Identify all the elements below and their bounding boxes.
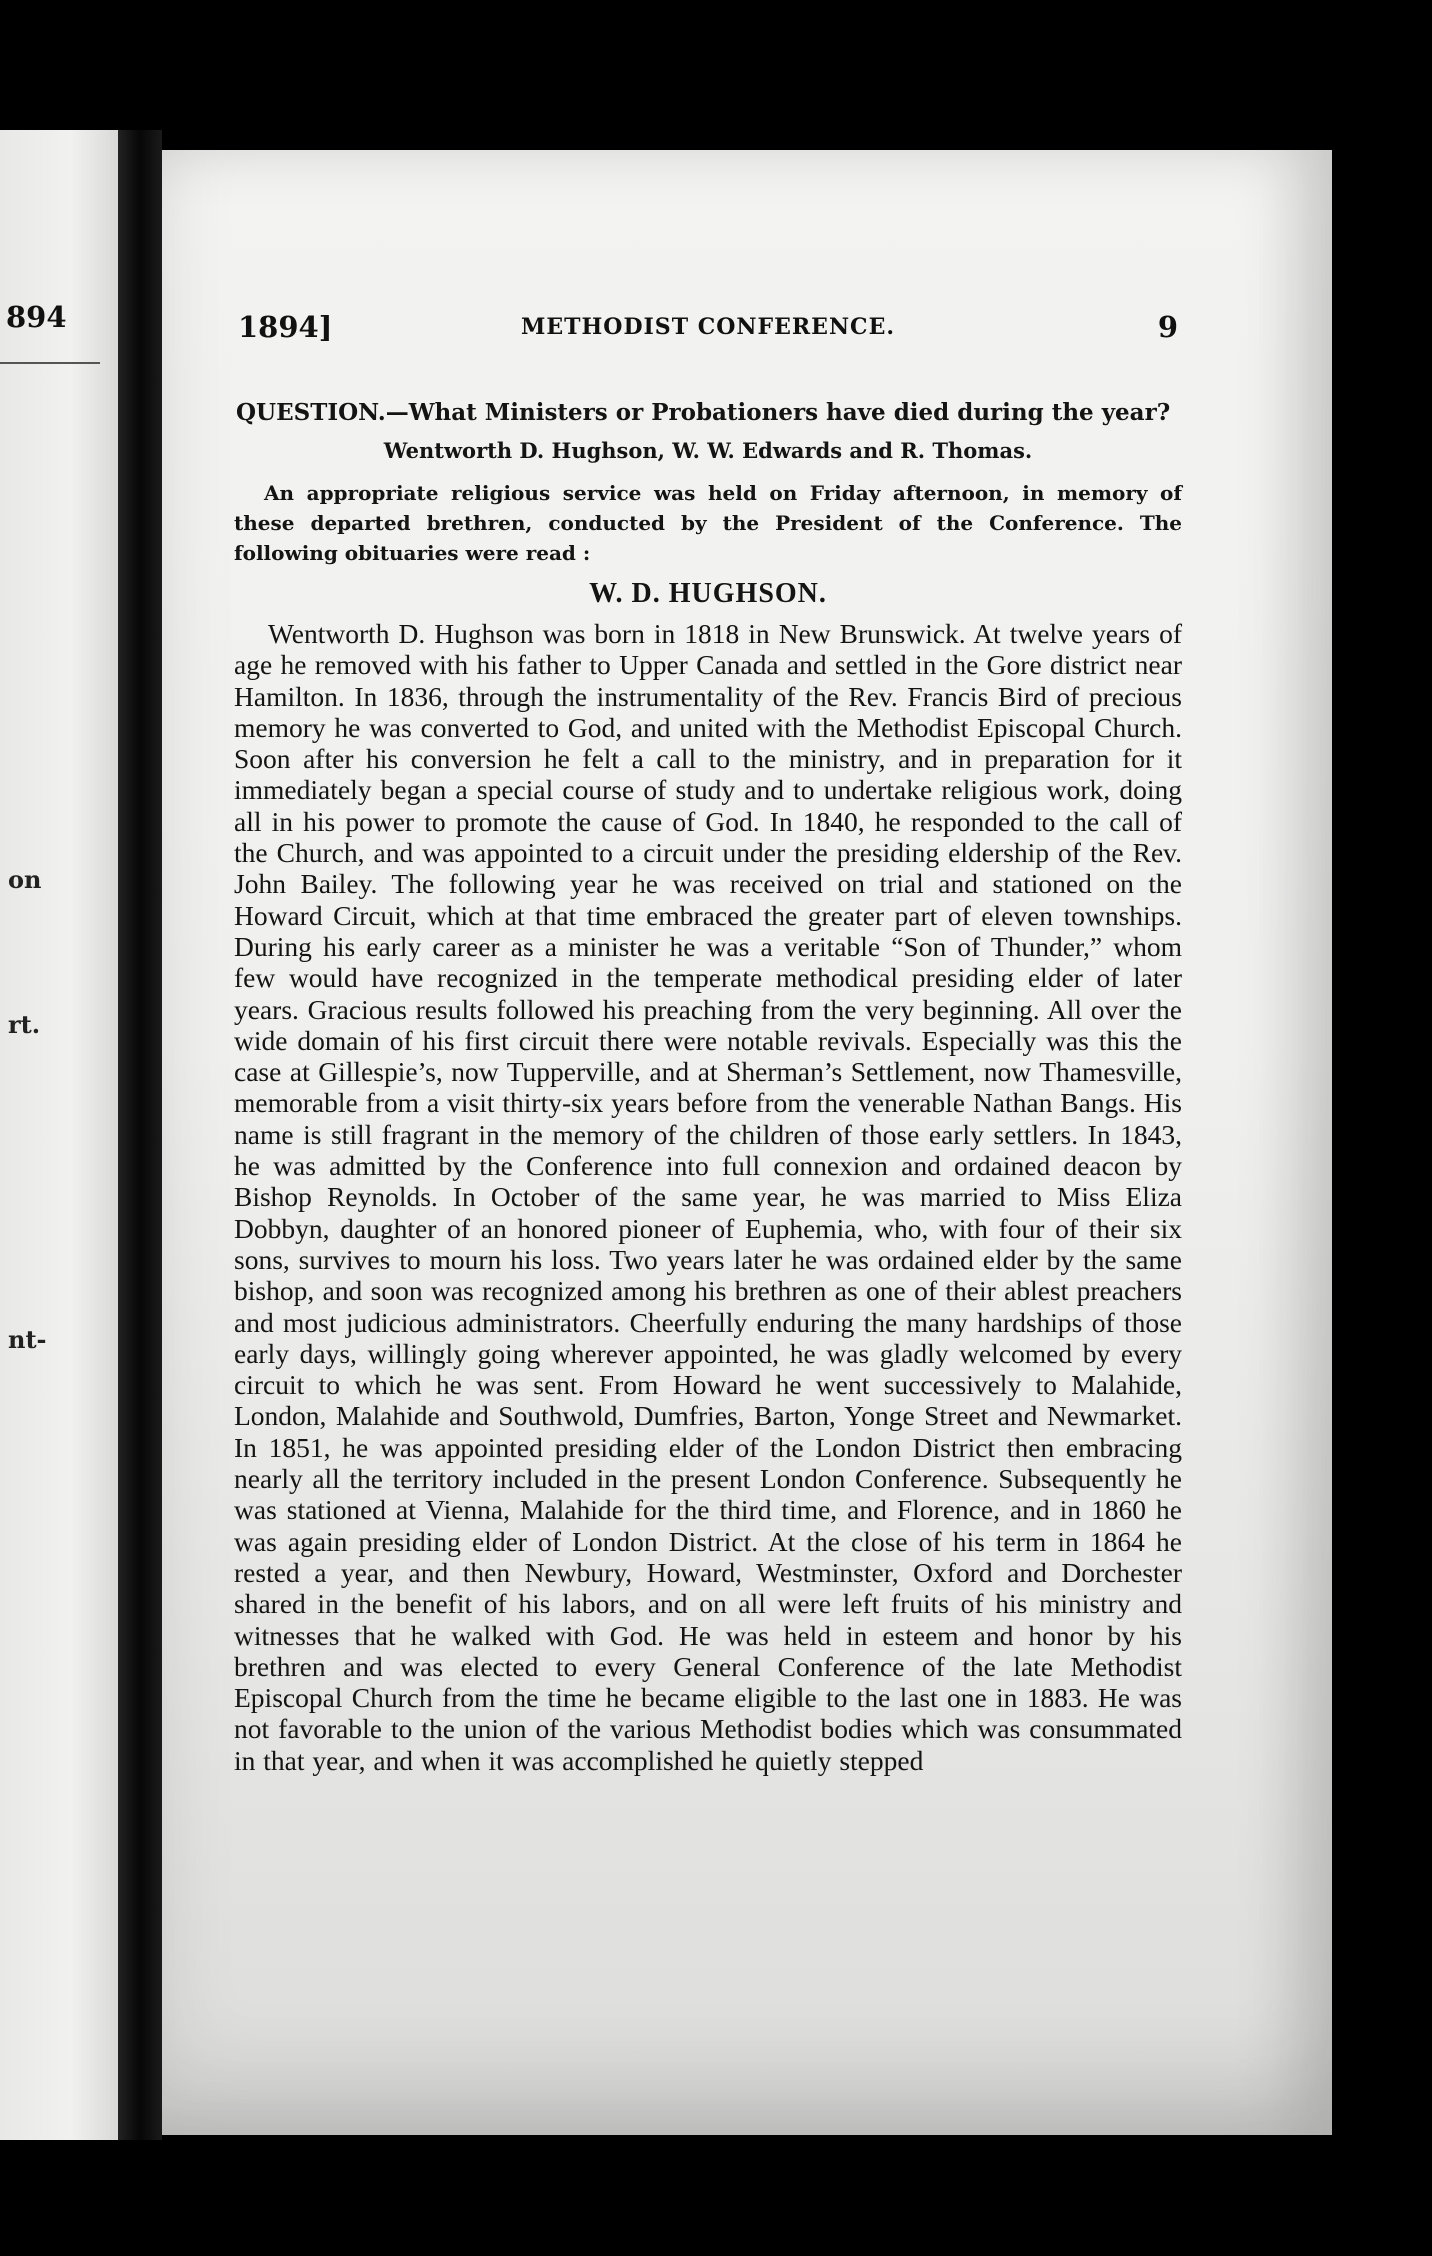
running-head-year: 1894] [238,310,333,344]
intro-paragraph: An appropriate religious service was held on Friday afternoon, in memory of these departed brethren, conducted by the President of the Conference. The following obituaries were read : [234,481,1182,565]
facing-page-rule [0,362,100,364]
facing-page-fragment [0,130,118,2140]
facing-page-margin-text: nt- [8,1325,47,1354]
facing-page-margin-text: on [8,865,42,894]
page-number: 9 [1157,310,1178,344]
question-answer-names: Wentworth D. Hughson, W. W. Edwards and R. Thomas. [383,438,1033,463]
facing-page-header: 894 [6,300,67,334]
question-heading: QUESTION.—What Ministers or Probationers have died during the year? [236,399,1171,426]
running-head-title: METHODIST CONFERENCE. [521,314,895,340]
document-page [162,150,1332,2135]
book-gutter [118,130,162,2140]
obituary-body: Wentworth D. Hughson was born in 1818 in New Brunswick. At twelve years of age he removed with his father to Upper Canada and settled in the Gore district near Hamilton. In 1836, through the instrumentality of the Rev. Francis Bird of precious memory he was converted to God, and united with the Methodist Episcopal Church. Soon after his conversion he felt a call to the ministry, and in preparation for it immediately began a special course of study and to undertake religious work, doing all in his power to promote the cause of God. In 1840, he responded to the call of the Church, and was appointed to a circuit under the presiding eldership of the Rev. John Bailey. The following year he was received on trial and stationed on the Howard Circuit, which at that time embraced the greater part of eleven townships. During his early career as a minister he was a veritable “Son of Thunder,” whom few would have recognized in the temperate methodical presiding elder of later years. Gracious results followed his preaching from the very beginning. All over the wide domain of his first circuit there were notable revivals. Especially was this the case at Gillespie’s, now Tupperville, and at Sherman’s Settlement, now Thamesville, memorable from a visit thirty-six years before from the venerable Nathan Bangs. His name is still fragrant in the memory of the children of those early settlers. In 1843, he was admitted by the Conference into full connexion and ordained deacon by Bishop Reynolds. In October of the same year, he was married to Miss Eliza Dobbyn, daughter of an honored pioneer of Euphemia, who, with four of their six sons, survives to mourn his loss. Two years later he was ordained elder by the same bishop, and soon was recognized among his brethren as one of their ablest preachers and most judicious administrators. Cheerfully enduring the many hardships of those early days, willingly going wherever appointed, he was gladly welcomed by every circuit to which he was sent. From Howard he went successively to Malahide, London, Malahide and Southwold, Dumfries, Barton, Yonge Street and Newmarket. In 1851, he was appointed presiding elder of the London District then embracing nearly all the territory included in the present London Conference. Subsequently he was stationed at Vienna, Malahide for the third time, and Florence, and in 1860 he was again presiding elder of London District. At the close of his term in 1864 he rested a year, and then Newbury, Howard, Westminster, Oxford and Dorchester shared in the benefit of his labors, and on all were left fruits of his ministry and witnesses that he walked with God. He was held in esteem and honor by his brethren and was elected to every General Conference of the late Methodist Episcopal Church from the time he became eligible to the last one in 1883. He was not favorable to the union of the various Methodist bodies which was consummated in that year, and when it was accomplished he quietly stepped [234,618,1182,1776]
page-content [234,398,1182,1776]
facing-page-margin-text: rt. [8,1010,41,1039]
running-head [238,310,1178,350]
obituary-title: W. D. HUGHSON. [589,578,827,609]
